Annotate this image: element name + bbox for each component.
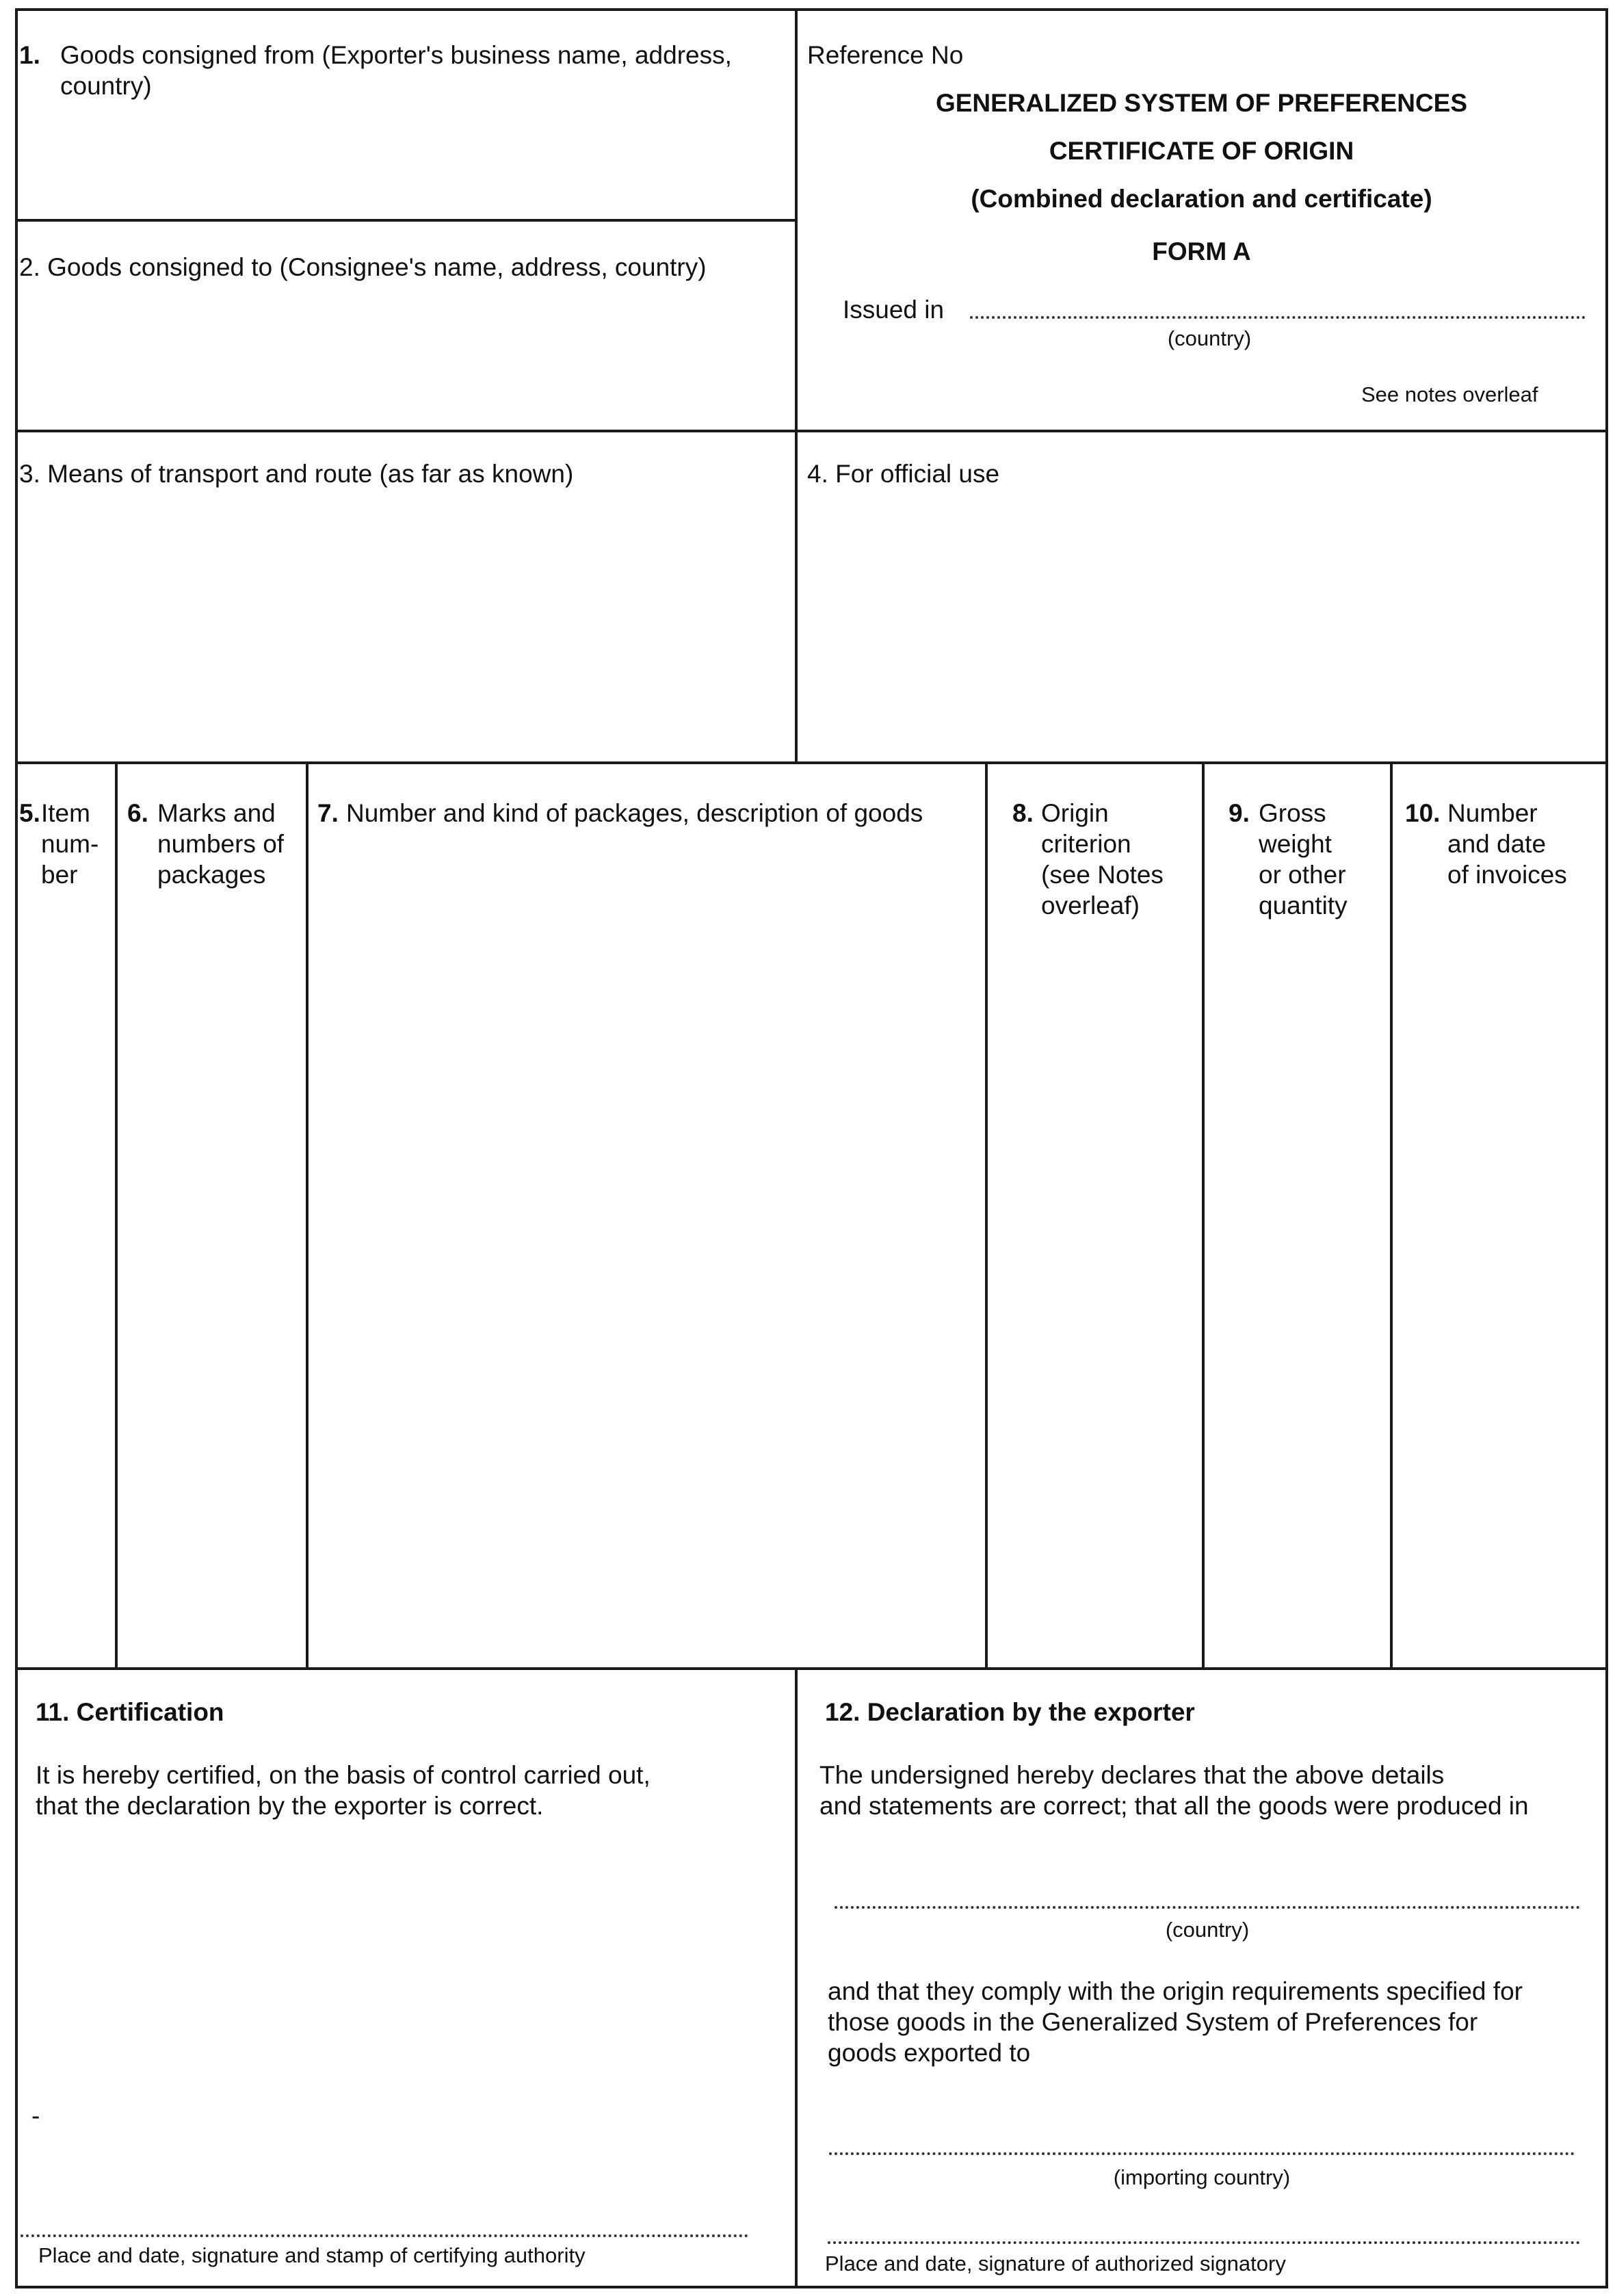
title-combined: (Combined declaration and certificate) xyxy=(971,185,1432,213)
box12-country-caption: (country) xyxy=(1165,1918,1250,1942)
col9-number: 9. xyxy=(1229,799,1250,827)
box12-importing-caption: (importing country) xyxy=(1113,2165,1291,2189)
col5-label: Item num- ber xyxy=(41,799,99,889)
col10-label: Number and date of invoices xyxy=(1447,799,1567,889)
frame-bottom xyxy=(15,2286,1608,2288)
box11-text: It is hereby certified, on the basis of control carried out, that the declaration by the exporter is correct. xyxy=(36,1761,651,1820)
divider-center-bottom xyxy=(795,1667,798,2288)
col8-label: Origin criterion (see Notes overleaf) xyxy=(1041,799,1164,919)
box11-mark: - xyxy=(31,2102,40,2130)
box4-label: 4. For official use xyxy=(807,460,1000,488)
title-form-a: FORM A xyxy=(1152,237,1251,265)
box12-text2: and that they comply with the origin requirements specified for those goods in the Generalized System of Preferences for goods exported to xyxy=(828,1977,1523,2067)
title-gsp: GENERALIZED SYSTEM OF PREFERENCES xyxy=(935,89,1468,117)
col8-number: 8. xyxy=(1012,799,1034,827)
box3-label: 3. Means of transport and route (as far as known) xyxy=(19,460,574,488)
divider-box1-box2 xyxy=(15,219,796,222)
divider-center-top xyxy=(795,8,798,764)
box11-caption: Place and date, signature and stamp of certifying authority xyxy=(38,2243,586,2267)
col-divider-9-10 xyxy=(1390,761,1393,1670)
box11-title: 11. Certification xyxy=(36,1698,224,1726)
col9-label: Gross weight or other quantity xyxy=(1259,799,1348,919)
title-certificate: CERTIFICATE OF ORIGIN xyxy=(1049,137,1354,165)
box11-signature-field[interactable] xyxy=(21,2234,748,2237)
box2-label: 2. Goods consigned to (Consignee's name, address, country) xyxy=(19,253,707,281)
box1-number: 1. xyxy=(19,41,40,69)
box12-signature-field[interactable] xyxy=(828,2241,1580,2244)
col-divider-5-6 xyxy=(115,761,118,1670)
col6-label: Marks and numbers of packages xyxy=(157,799,285,889)
col-divider-6-7 xyxy=(306,761,308,1670)
col7-number: 7. xyxy=(317,799,339,827)
col7-label: Number and kind of packages, description of goods xyxy=(346,799,923,827)
box12-text1: The undersigned hereby declares that the above details and statements are correct; that all the goods were produced in xyxy=(819,1761,1529,1820)
col6-field[interactable] xyxy=(118,766,304,1667)
frame-top xyxy=(15,8,1608,11)
frame-right xyxy=(1605,8,1608,2288)
divider-row4 xyxy=(15,1667,1608,1670)
box1-label: Goods consigned from (Exporter's business name, address, country) xyxy=(60,41,732,100)
col10-field[interactable] xyxy=(1393,766,1604,1667)
col-divider-8-9 xyxy=(1202,761,1205,1670)
col6-number: 6. xyxy=(127,799,148,827)
issued-in-country-caption: (country) xyxy=(1167,326,1252,350)
col5-number: 5. xyxy=(19,799,40,827)
col5-field[interactable] xyxy=(18,766,114,1667)
see-notes-overleaf: See notes overleaf xyxy=(1361,382,1538,406)
reference-label: Reference No xyxy=(807,41,964,69)
divider-row2 xyxy=(15,430,1608,432)
issued-in-label: Issued in xyxy=(843,296,945,324)
box12-importing-country-field[interactable] xyxy=(829,2152,1575,2155)
divider-row3 xyxy=(15,761,1608,764)
issued-in-field[interactable] xyxy=(970,316,1586,319)
col10-number: 10. xyxy=(1405,799,1441,827)
col7-field[interactable] xyxy=(309,766,984,1667)
box12-caption: Place and date, signature of authorized signatory xyxy=(825,2252,1286,2275)
box12-country-field[interactable] xyxy=(835,1906,1580,1909)
col-divider-7-8 xyxy=(985,761,988,1670)
box12-title: 12. Declaration by the exporter xyxy=(825,1698,1195,1726)
